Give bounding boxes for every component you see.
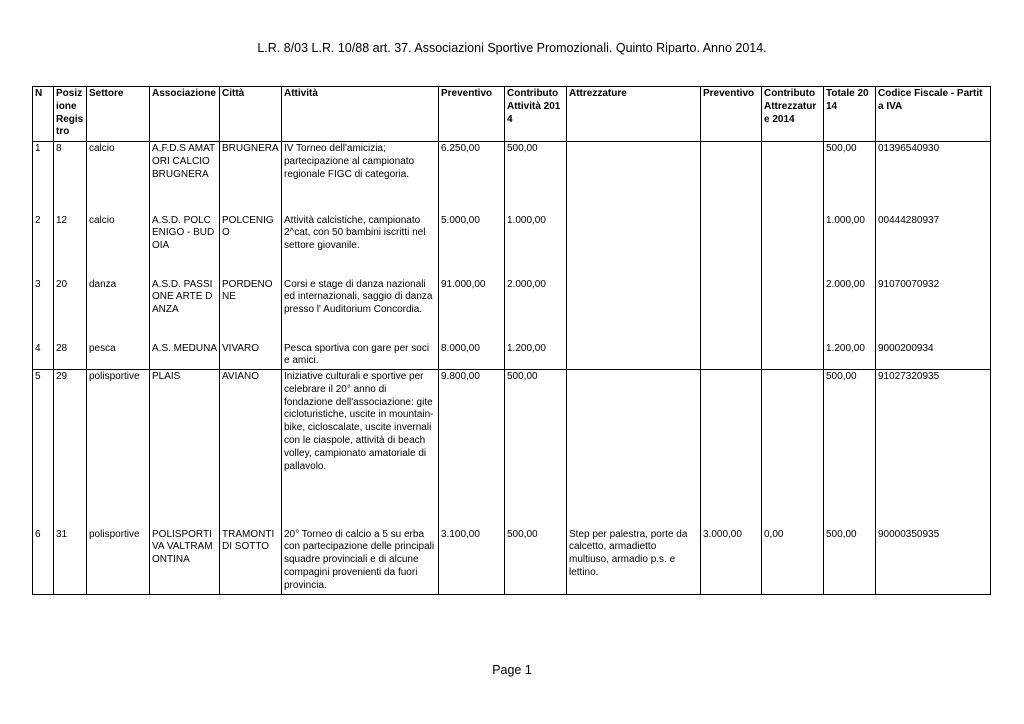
header-citta: Città <box>220 87 282 142</box>
cell-attrezzature <box>567 342 701 370</box>
page-number: Page 1 <box>492 663 532 677</box>
cell-attivita: Corsi e stage di danza nazionali ed internazionali, saggio di danza presso l' Auditorium Concordia. <box>282 278 439 342</box>
cell-settore: pesca <box>87 342 150 370</box>
header-contributo-attrezzature: Contributo Attrezzature 2014 <box>762 87 824 142</box>
cell-codice-fiscale: 91070070932 <box>876 278 991 342</box>
cell-preventivo: 9.800,00 <box>439 370 505 528</box>
cell-attivita: IV Torneo dell'amicizia; partecipazione al campionato regionale FIGC di categoria. <box>282 142 439 214</box>
table-row <box>33 142 991 214</box>
cell-citta: VIVARO <box>220 342 282 370</box>
cell-preventivo-attrezzature <box>701 370 762 528</box>
header-attivita: Attività <box>282 87 439 142</box>
cell-contributo-attrezzature <box>762 142 824 214</box>
cell-posizione: 12 <box>54 214 87 278</box>
cell-contributo-attivita: 500,00 <box>505 142 567 214</box>
cell-n: 3 <box>33 278 54 342</box>
cell-posizione: 29 <box>54 370 87 528</box>
cell-preventivo-attrezzature <box>701 342 762 370</box>
header-codice-fiscale: Codice Fiscale - Partita IVA <box>876 87 991 142</box>
cell-preventivo: 91.000,00 <box>439 278 505 342</box>
cell-attrezzature <box>567 278 701 342</box>
cell-contributo-attrezzature <box>762 278 824 342</box>
cell-settore: calcio <box>87 142 150 214</box>
cell-contributo-attivita: 1.000,00 <box>505 214 567 278</box>
cell-associazione: A.F.D.S AMATORI CALCIO BRUGNERA <box>150 142 220 214</box>
cell-attrezzature <box>567 142 701 214</box>
cell-attivita: Iniziative culturali e sportive per celebrare il 20° anno di fondazione dell'associazione: gite cicloturistiche, uscite in mountain-bike, cicloscalate, uscite invernali con le ciaspole, attività di beach volley, campionato amatoriale di pallavolo. <box>282 370 439 528</box>
cell-attrezzature: Step per palestra, porte da calcetto, armadietto multiuso, armadio p.s. e lettino. <box>567 528 701 594</box>
header-posizione: Posizione Registro <box>54 87 87 142</box>
cell-totale: 1.000,00 <box>824 214 876 278</box>
cell-posizione: 28 <box>54 342 87 370</box>
cell-associazione: A.S. MEDUNA <box>150 342 220 370</box>
cell-citta: POLCENIGO <box>220 214 282 278</box>
cell-totale: 500,00 <box>824 528 876 594</box>
cell-preventivo: 5.000,00 <box>439 214 505 278</box>
header-n: N <box>33 87 54 142</box>
cell-preventivo-attrezzature <box>701 214 762 278</box>
cell-associazione: PLAIS <box>150 370 220 528</box>
cell-codice-fiscale: 90000350935 <box>876 528 991 594</box>
header-row <box>33 87 991 142</box>
document-title: L.R. 8/03 L.R. 10/88 art. 37. Associazioni Sportive Promozionali. Quinto Riparto. Anno 2014. <box>257 41 767 55</box>
cell-contributo-attrezzature <box>762 370 824 528</box>
cell-attivita: Attività calcistiche, campionato 2^cat, con 50 bambini iscritti nel settore giovanile. <box>282 214 439 278</box>
cell-codice-fiscale: 91027320935 <box>876 370 991 528</box>
header-associazione: Associazione <box>150 87 220 142</box>
cell-totale: 500,00 <box>824 142 876 214</box>
header-attrezzature: Attrezzature <box>567 87 701 142</box>
cell-contributo-attrezzature: 0,00 <box>762 528 824 594</box>
table-row <box>33 278 991 342</box>
cell-citta: AVIANO <box>220 370 282 528</box>
cell-citta: TRAMONTI DI SOTTO <box>220 528 282 594</box>
cell-settore: danza <box>87 278 150 342</box>
table-row <box>33 214 991 278</box>
cell-preventivo-attrezzature <box>701 278 762 342</box>
cell-contributo-attivita: 1.200,00 <box>505 342 567 370</box>
cell-citta: PORDENONE <box>220 278 282 342</box>
header-contributo-attivita: Contributo Attività 2014 <box>505 87 567 142</box>
table-row <box>33 528 991 594</box>
table-row <box>33 370 991 528</box>
header-settore: Settore <box>87 87 150 142</box>
cell-associazione: A.S.D. PASSIONE ARTE DANZA <box>150 278 220 342</box>
cell-settore: polisportive <box>87 528 150 594</box>
cell-codice-fiscale: 00444280937 <box>876 214 991 278</box>
cell-attrezzature <box>567 214 701 278</box>
cell-codice-fiscale: 9000200934 <box>876 342 991 370</box>
table-row <box>33 342 991 370</box>
cell-attivita: Pesca sportiva con gare per soci e amici. <box>282 342 439 370</box>
cell-totale: 1.200,00 <box>824 342 876 370</box>
cell-totale: 500,00 <box>824 370 876 528</box>
cell-posizione: 31 <box>54 528 87 594</box>
cell-contributo-attrezzature <box>762 214 824 278</box>
cell-codice-fiscale: 01396540930 <box>876 142 991 214</box>
header-preventivo-attrezzature: Preventivo <box>701 87 762 142</box>
cell-n: 1 <box>33 142 54 214</box>
cell-preventivo: 6.250,00 <box>439 142 505 214</box>
cell-citta: BRUGNERA <box>220 142 282 214</box>
cell-preventivo: 8.000,00 <box>439 342 505 370</box>
cell-contributo-attrezzature <box>762 342 824 370</box>
cell-attrezzature <box>567 370 701 528</box>
cell-settore: calcio <box>87 214 150 278</box>
cell-settore: polisportive <box>87 370 150 528</box>
cell-n: 2 <box>33 214 54 278</box>
cell-contributo-attivita: 500,00 <box>505 528 567 594</box>
cell-attivita: 20° Torneo di calcio a 5 su erba con partecipazione delle principali squadre provinciali e di alcune compagini provenienti da fuori provincia. <box>282 528 439 594</box>
cell-n: 4 <box>33 342 54 370</box>
cell-preventivo-attrezzature: 3.000,00 <box>701 528 762 594</box>
cell-posizione: 8 <box>54 142 87 214</box>
cell-n: 6 <box>33 528 54 594</box>
cell-preventivo-attrezzature <box>701 142 762 214</box>
cell-preventivo: 3.100,00 <box>439 528 505 594</box>
cell-totale: 2.000,00 <box>824 278 876 342</box>
cell-associazione: POLISPORTIVA VALTRAMONTINA <box>150 528 220 594</box>
cell-n: 5 <box>33 370 54 528</box>
cell-posizione: 20 <box>54 278 87 342</box>
contributions-table <box>32 86 991 595</box>
cell-contributo-attivita: 500,00 <box>505 370 567 528</box>
cell-associazione: A.S.D. POLCENIGO - BUDOIA <box>150 214 220 278</box>
header-totale: Totale 2014 <box>824 87 876 142</box>
header-preventivo: Preventivo <box>439 87 505 142</box>
cell-contributo-attivita: 2.000,00 <box>505 278 567 342</box>
